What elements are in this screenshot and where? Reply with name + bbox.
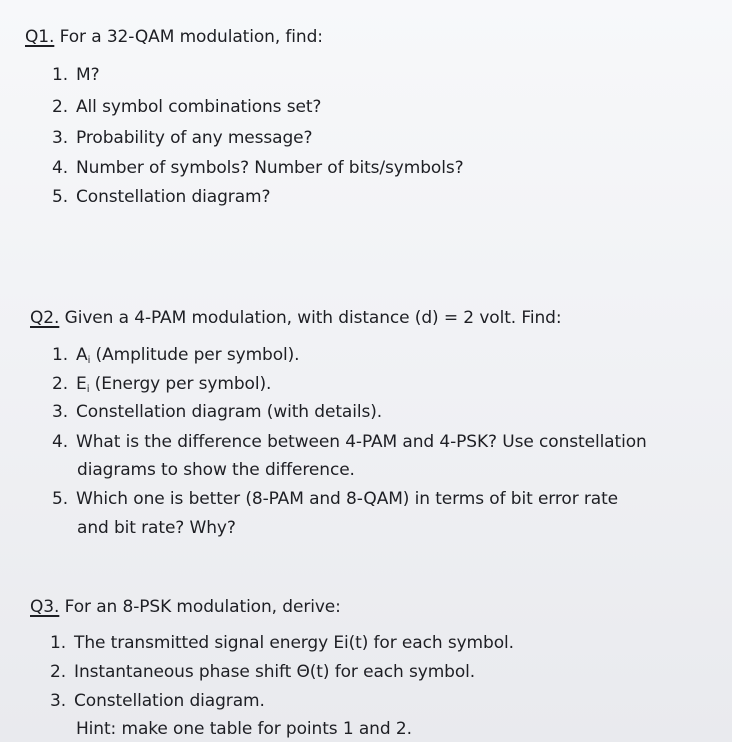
q1-item-4 bbox=[52, 157, 464, 179]
q3-item-1-number: 1. bbox=[50, 633, 67, 653]
q1-item-2 bbox=[52, 96, 321, 118]
q2-heading bbox=[30, 307, 561, 329]
q1-item-3-text: Probability of any message? bbox=[76, 128, 313, 148]
q1-item-3-number: 3. bbox=[52, 128, 69, 148]
q1-item-5 bbox=[52, 186, 270, 208]
q2-item-4 bbox=[52, 431, 647, 453]
q2-item-1-symbol: A bbox=[76, 345, 88, 365]
q3-item-1 bbox=[50, 632, 514, 654]
q2-item-4-continuation: diagrams to show the difference. bbox=[77, 460, 355, 480]
q3-item-2-number: 2. bbox=[50, 662, 67, 682]
q1-item-5-number: 5. bbox=[52, 187, 69, 207]
q1-item-1-text: M? bbox=[76, 65, 100, 85]
q2-item-2-number: 2. bbox=[52, 374, 69, 394]
q2-label: Q2. bbox=[30, 308, 60, 328]
q1-item-4-text: Number of symbols? Number of bits/symbols? bbox=[76, 158, 464, 178]
q3-item-1-text: The transmitted signal energy Ei(t) for each symbol. bbox=[74, 633, 514, 653]
q3-item-3 bbox=[50, 690, 265, 712]
q2-item-5 bbox=[52, 488, 618, 510]
q2-item-3 bbox=[52, 401, 382, 423]
q2-item-5-continuation: and bit rate? Why? bbox=[77, 518, 236, 538]
q2-item-1 bbox=[52, 344, 299, 372]
q1-item-5-text: Constellation diagram? bbox=[76, 187, 271, 207]
q2-item-3-text: Constellation diagram (with details). bbox=[76, 402, 383, 422]
q1-item-2-text: All symbol combinations set? bbox=[76, 97, 322, 117]
q2-item-2-symbol: E bbox=[76, 374, 87, 394]
q1-item-3 bbox=[52, 127, 312, 149]
q2-item-3-number: 3. bbox=[52, 402, 69, 422]
q3-item-3-number: 3. bbox=[50, 691, 67, 711]
q3-item-2 bbox=[50, 661, 475, 683]
q2-item-2 bbox=[52, 373, 271, 401]
q2-item-5-text: Which one is better (8-PAM and 8-QAM) in terms of bit error rate bbox=[76, 489, 619, 509]
q2-item-4-number: 4. bbox=[52, 432, 69, 452]
q2-item-2-text: (Energy per symbol). bbox=[89, 374, 272, 394]
q2-item-2-subscript: i bbox=[86, 384, 90, 395]
q1-label: Q1. bbox=[25, 27, 55, 47]
q2-item-1-number: 1. bbox=[52, 345, 69, 365]
q3-label: Q3. bbox=[30, 597, 60, 617]
q2-item-5-number: 5. bbox=[52, 489, 69, 509]
q2-item-4-text: What is the difference between 4-PAM and 4-PSK? Use constellation bbox=[76, 432, 647, 452]
q1-prompt: For a 32-QAM modulation, find: bbox=[59, 27, 323, 47]
q2-prompt: Given a 4-PAM modulation, with distance (d) = 2 volt. Find: bbox=[64, 308, 562, 328]
q1-item-1 bbox=[52, 64, 100, 86]
q1-heading bbox=[25, 26, 323, 48]
q2-item-1-text: (Amplitude per symbol). bbox=[90, 345, 300, 365]
q3-heading bbox=[30, 596, 341, 618]
q1-item-4-number: 4. bbox=[52, 158, 69, 178]
q3-hint: Hint: make one table for points 1 and 2. bbox=[76, 719, 412, 739]
q3-item-2-text: Instantaneous phase shift Θ(t) for each symbol. bbox=[74, 662, 476, 682]
q1-item-2-number: 2. bbox=[52, 97, 69, 117]
q3-item-3-text: Constellation diagram. bbox=[74, 691, 265, 711]
q1-item-1-number: 1. bbox=[52, 65, 69, 85]
q2-item-1-subscript: i bbox=[87, 355, 91, 366]
q3-prompt: For an 8-PSK modulation, derive: bbox=[64, 597, 341, 617]
